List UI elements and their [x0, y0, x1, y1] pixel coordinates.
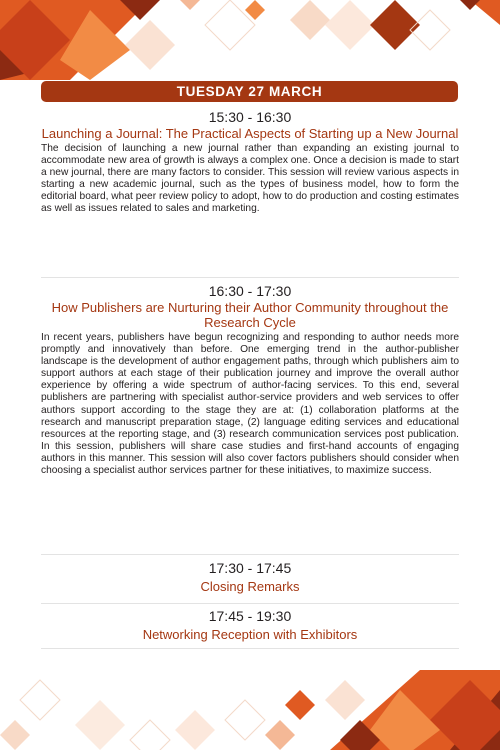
section-divider — [41, 603, 459, 604]
day-banner: TUESDAY 27 MARCH — [41, 81, 458, 102]
section-divider — [41, 277, 459, 278]
session-description: In recent years, publishers have begun recognizing and responding to author needs more promptly and innovatively than before. One emerging trend in the author-publisher landscape is the development of author engagement paths, through which publishers aim to support authors at each stage of their publication journey and improve the overall author experience by offering a wide spectrum of author-facing services. To this end, several publishers are partnering with specialist author-service providers and web services to offer authors support according to the stage they are at: (1) collaboration platforms at the research and manuscript preparation stage, (2) language editing services and educational resources at the reporting stage, and (3) research communication services post publication. In this session, publishers will share case studies and first-hand accounts of engaging authors in this manner. This session will also cover factors publishers should consider when choosing a specialist author services partner for these initiatives, to maximize success. — [41, 332, 459, 477]
session-time: 17:45 - 19:30 — [208, 608, 292, 624]
session-title: Launching a Journal: The Practical Aspects of Starting up a New Journal — [41, 126, 459, 141]
bottom-decorative-pattern — [0, 670, 500, 750]
top-decorative-pattern — [0, 0, 500, 80]
session-closing-remarks — [41, 560, 459, 594]
session-time: 15:30 - 16:30 — [208, 109, 292, 125]
session-networking-reception — [41, 608, 459, 642]
section-divider — [41, 554, 459, 555]
session-launching-journal — [41, 109, 459, 216]
session-time: 16:30 - 17:30 — [208, 283, 292, 299]
session-title: Closing Remarks — [200, 579, 300, 594]
section-divider — [41, 648, 459, 649]
session-title: How Publishers are Nurturing their Author Community throughout the Research Cycle — [51, 300, 449, 330]
session-description: The decision of launching a new journal rather than expanding an existing journal to accommodate new area of growth is always a complex one. Once a decision is made to start a new journal, there are many factors to consider. This session will review various aspects in starting a new academic journal, such as the types of business model, how to form the editorial board, what peer review policy to adopt, how to do production and costing estimates as well as issues related to sales and marketing. — [41, 143, 459, 215]
session-author-community — [41, 283, 459, 477]
session-time: 17:30 - 17:45 — [208, 560, 292, 576]
session-title: Networking Reception with Exhibitors — [142, 627, 358, 642]
